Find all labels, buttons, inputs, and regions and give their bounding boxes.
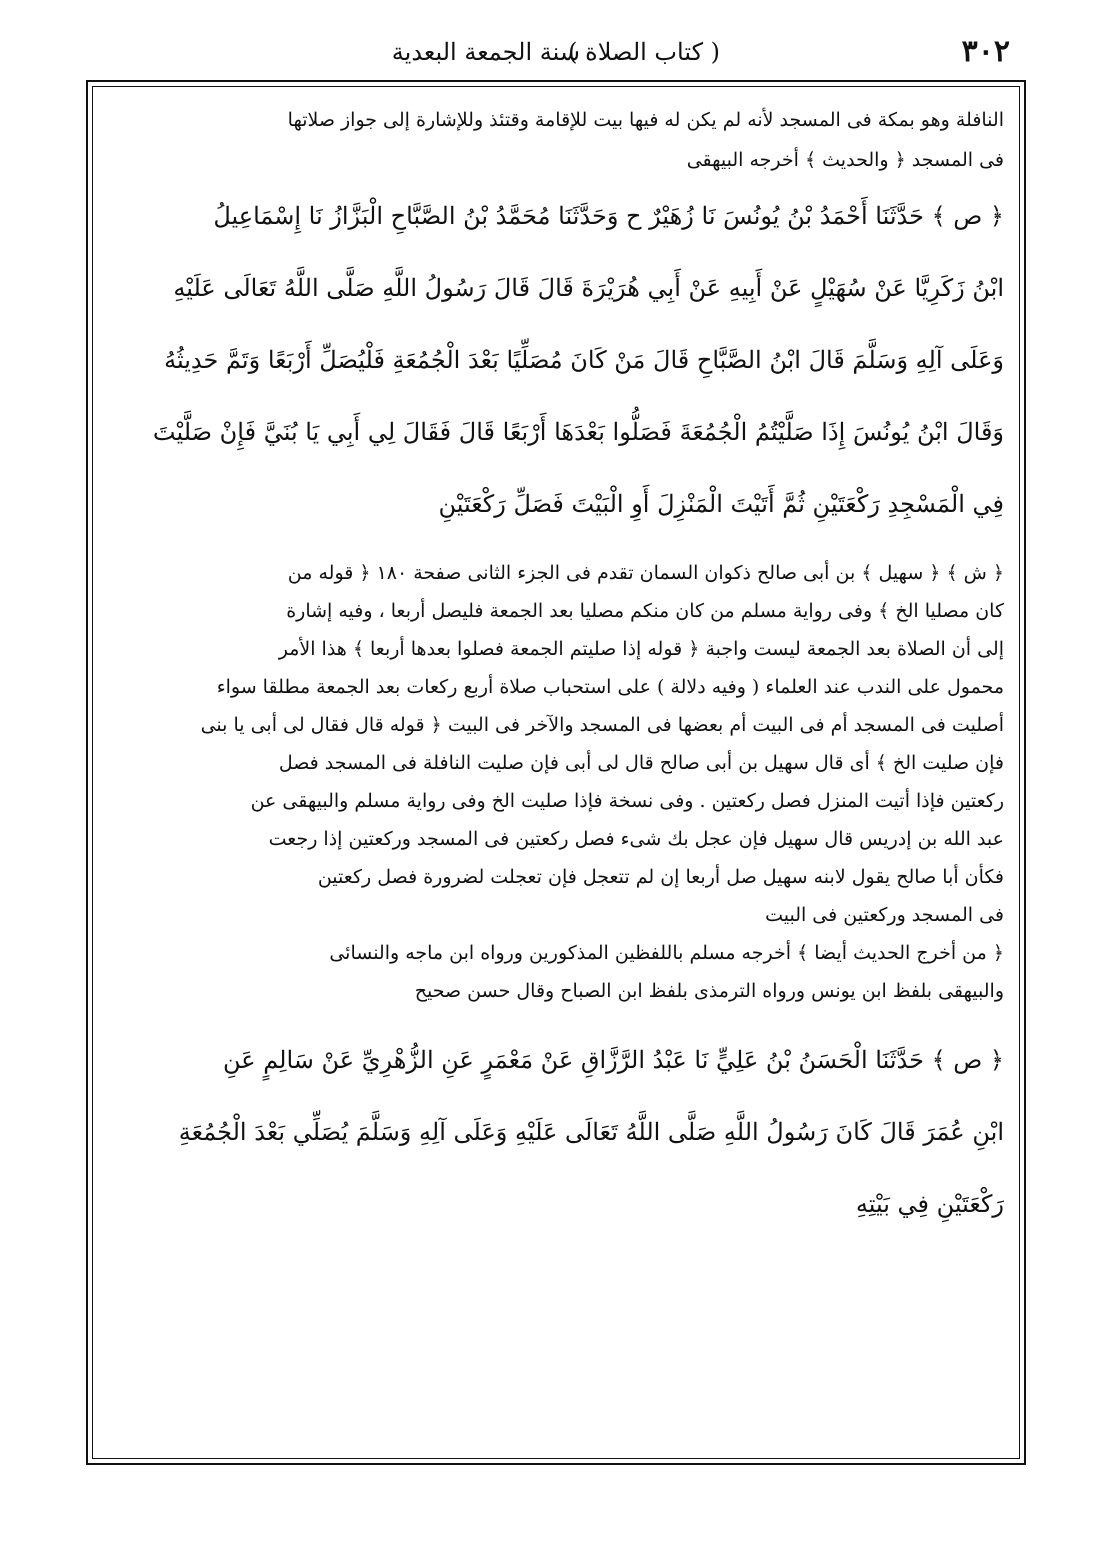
commentary-line: عبد الله بن إدريس قال سهيل فإن عجل بك شىء فصل ركعتين فى المسجد وركعتين إذا رجعت: [268, 828, 1004, 850]
hadith-line: فِي الْمَسْجِدِ رَكْعَتَيْنِ ثُمَّ أَتَيْتَ الْمَنْزِلَ أَوِ الْبَيْتَ فَصَلِّ رَكْعَتَيْنِ: [438, 490, 1004, 518]
hadith-line: ابْنُ زَكَرِيَّا عَنْ سُهَيْلٍ عَنْ أَبِيهِ عَنْ أَبِي هُرَيْرَةَ قَالَ قَالَ رَسُولُ اللَّهِ صَلَّى اللَّهُ تَعَالَى عَلَيْهِ: [173, 274, 1004, 302]
chapter-title: سنة الجمعة البعدية: [391, 38, 580, 66]
commentary-line: كان مصليا الخ ﴾ وفى رواية مسلم من كان منكم مصليا بعد الجمعة فليصل أربعا ، وفيه إشارة: [286, 600, 1004, 622]
hadith-line: وَعَلَى آلِهِ وَسَلَّمَ قَالَ ابْنُ الصَّبَّاحِ قَالَ مَنْ كَانَ مُصَلِّيًا بَعْدَ الْجُمُعَةِ فَلْيُصَلِّ أَرْبَعًا وَتَمَّ حَدِيثُهُ: [164, 346, 1004, 374]
commentary-line: محمول على الندب عند العلماء ( وفيه دلالة ) على استحباب صلاة أربع ركعات بعد الجمعة مطلقا سواء: [216, 676, 1004, 698]
text-line: النافلة وهو بمكة فى المسجد لأنه لم يكن له فيها بيت للإقامة وقتئذ وللإشارة إلى جواز صلاتها: [287, 109, 1004, 131]
page-header: [90, 28, 1020, 78]
hadith-line: ﴿ ص ﴾ حَدَّثَنَا الْحَسَنُ بْنُ عَلِيٍّ نَا عَبْدُ الرَّزَّاقِ عَنْ مَعْمَرٍ عَنِ الزُّهْرِيِّ عَنْ سَالِمٍ عَنِ: [222, 1046, 1004, 1074]
hadith-line: ابْنِ عُمَرَ قَالَ كَانَ رَسُولُ اللَّهِ صَلَّى اللَّهُ تَعَالَى عَلَيْهِ وَعَلَى آلِهِ وَسَلَّمَ يُصَلِّي بَعْدَ الْجُمُعَةِ: [178, 1118, 1004, 1146]
book-title: ( كتاب الصلاة ): [568, 38, 720, 66]
commentary-line: فكأن أبا صالح يقول لابنه سهيل صل أربعا إن لم تتعجل فإن تعجلت لضرورة فصل ركعتين: [317, 866, 1004, 888]
commentary-line: إلى أن الصلاة بعد الجمعة ليست واجبة ﴿ قوله إذا صليتم الجمعة فصلوا بعدها أربعا ﴾ هذا الأمر: [278, 638, 1004, 660]
hadith-line: وَقَالَ ابْنُ يُونُسَ إِذَا صَلَّيْتُمُ الْجُمُعَةَ فَصَلُّوا بَعْدَهَا أَرْبَعًا قَالَ فَقَالَ لِي أَبِي يَا بُنَيَّ فَإِنْ صَلَّيْتَ: [152, 418, 1004, 446]
text-line: فى المسجد ﴿ والحديث ﴾ أخرجه البيهقى: [686, 149, 1004, 171]
hadith-line: رَكْعَتَيْنِ فِي بَيْتِهِ: [855, 1190, 1004, 1218]
commentary-line: فى المسجد وركعتين فى البيت: [765, 904, 1004, 926]
commentary-line: فإن صليت الخ ﴾ أى قال سهيل بن أبى صالح قال لى أبى فإن صليت النافلة فى المسجد فصل: [278, 752, 1004, 774]
commentary-line: ركعتين فإذا أتيت المنزل فصل ركعتين . وفى نسخة فإذا صليت الخ وفى رواية مسلم والبيهقى عن: [250, 790, 1004, 812]
commentary-line: والبيهقى بلفظ ابن يونس ورواه الترمذى بلفظ ابن الصباح وقال حسن صحيح: [414, 980, 1004, 1002]
page-number: ٣٠٢: [961, 34, 1010, 69]
page-body: [104, 100, 1004, 1240]
commentary-line: أصليت فى المسجد أم فى البيت أم بعضها فى المسجد والآخر فى البيت ﴿ قوله قال فقال لى أبى يا بنى: [200, 714, 1004, 736]
commentary-line: ﴿ ش ﴾ ﴿ سهيل ﴾ بن أبى صالح ذكوان السمان تقدم فى الجزء الثانى صفحة ١٨٠ ﴿ قوله من: [287, 562, 1004, 584]
commentary-line: ﴿ من أخرج الحديث أيضا ﴾ أخرجه مسلم باللفظين المذكورين ورواه ابن ماجه والنسائى: [329, 942, 1004, 964]
hadith-line: ﴿ ص ﴾ حَدَّثَنَا أَحْمَدُ بْنُ يُونُسَ نَا زُهَيْرٌ ح وَحَدَّثَنَا مُحَمَّدُ بْنُ الصَّبَّاحِ الْبَزَّازُ نَا إِسْمَاعِيلُ: [213, 202, 1004, 230]
